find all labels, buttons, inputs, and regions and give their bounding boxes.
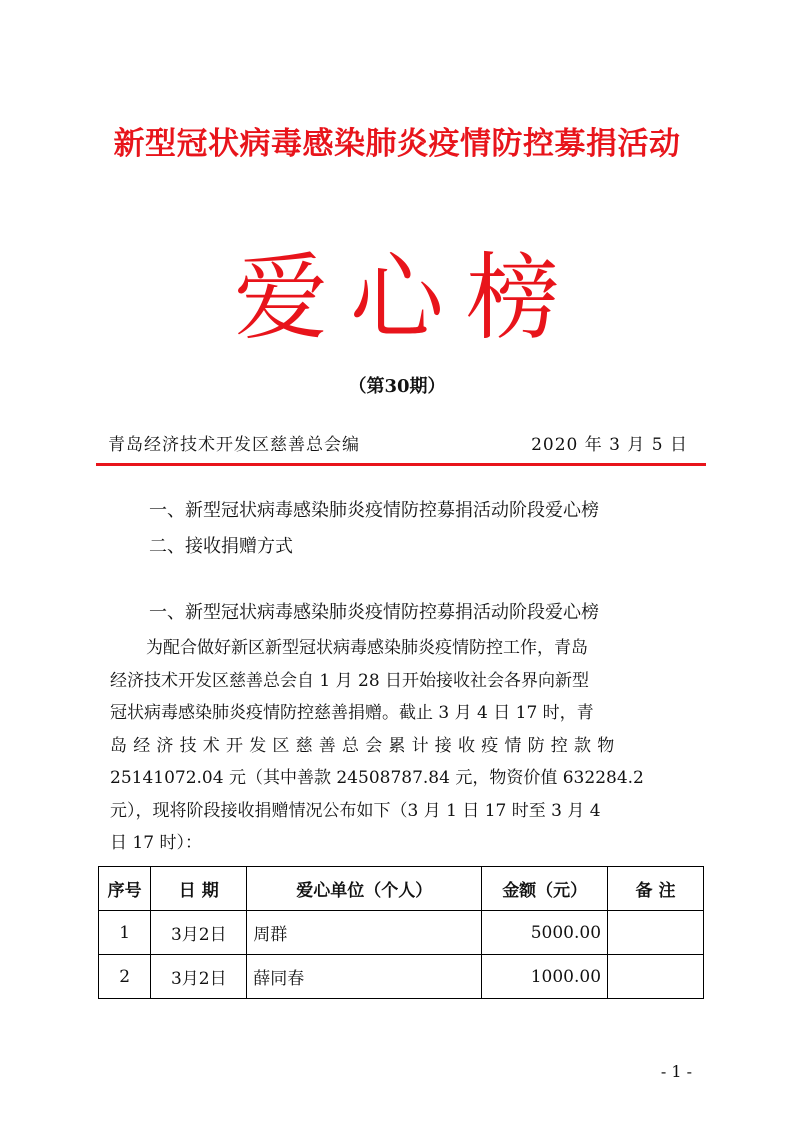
table-row bbox=[99, 955, 704, 999]
header-no: 序号 bbox=[99, 867, 151, 911]
paragraph-line: 日 17 时）： bbox=[110, 833, 202, 853]
paragraph-line: 25141072.04 元（其中善款 24508787.84 元，物资价值 632284.2 bbox=[110, 768, 644, 788]
row-donor: 周群 bbox=[247, 911, 482, 955]
honor-roll-title: 爱心榜 bbox=[233, 244, 582, 353]
header-amount: 金额（元） bbox=[482, 867, 608, 911]
row-note bbox=[608, 911, 704, 955]
row-date: 3月2日 bbox=[151, 911, 247, 955]
toc-item-2: 二、接收捐赠方式 bbox=[149, 536, 293, 557]
issue-number: （第30期） bbox=[348, 376, 446, 397]
paragraph-line: 元），现将阶段接收捐赠情况公布如下（3 月 1 日 17 时至 3 月 4 bbox=[110, 800, 601, 821]
row-date: 3月2日 bbox=[151, 955, 247, 999]
paragraph-line: 岛经济技术开发区慈善总会累计接收疫情防控款物 bbox=[110, 735, 621, 756]
row-amount: 5000.00 bbox=[482, 911, 608, 955]
row-donor: 薛同春 bbox=[247, 955, 482, 999]
row-no: 1 bbox=[99, 911, 151, 955]
donation-table bbox=[98, 866, 704, 999]
publisher: 青岛经济技术开发区慈善总会编 bbox=[108, 435, 360, 455]
header-date: 日 期 bbox=[151, 867, 247, 911]
toc-item-1: 一、新型冠状病毒感染肺炎疫情防控募捐活动阶段爱心榜 bbox=[149, 500, 599, 521]
row-note bbox=[608, 955, 704, 999]
paragraph-line: 冠状病毒感染肺炎疫情防控慈善捐赠。截止 3 月 4 日 17 时，青 bbox=[110, 703, 594, 723]
paragraph-line: 为配合做好新区新型冠状病毒感染肺炎疫情防控工作，青岛 bbox=[146, 638, 588, 658]
row-no: 2 bbox=[99, 955, 151, 999]
row-amount: 1000.00 bbox=[482, 955, 608, 999]
publish-date: 2020 年 3 月 5 日 bbox=[531, 435, 688, 455]
section-paragraph bbox=[110, 632, 700, 860]
header-donor: 爱心单位（个人） bbox=[247, 867, 482, 911]
campaign-title: 新型冠状病毒感染肺炎疫情防控募捐活动 bbox=[113, 126, 681, 162]
paragraph-line: 经济技术开发区慈善总会自 1 月 28 日开始接收社会各界向新型 bbox=[110, 670, 590, 691]
red-divider bbox=[96, 463, 706, 466]
section-heading: 一、新型冠状病毒感染肺炎疫情防控募捐活动阶段爱心榜 bbox=[149, 602, 599, 623]
header-note: 备 注 bbox=[608, 867, 704, 911]
page-number: - 1 - bbox=[660, 1062, 692, 1081]
table-row bbox=[99, 911, 704, 955]
table-header-row bbox=[99, 867, 704, 911]
